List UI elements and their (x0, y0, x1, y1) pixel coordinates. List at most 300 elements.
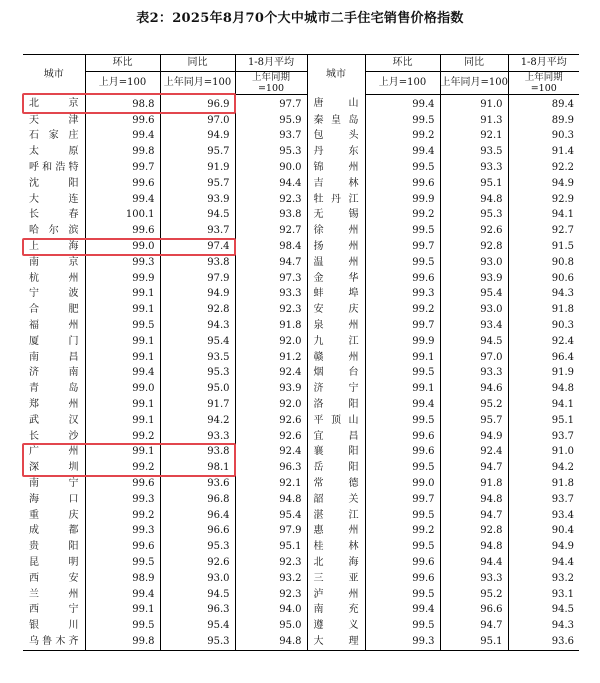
right-yoy-value: 92.8 (440, 523, 508, 539)
right-avg-value: 95.1 (508, 413, 579, 429)
left-yoy-value: 96.4 (160, 508, 235, 524)
left-city-name: 石家庄 (29, 130, 79, 142)
left-mom-value: 99.2 (85, 508, 160, 524)
left-city-name: 济 南 (29, 367, 79, 379)
table-row (23, 523, 579, 539)
right-city-name: 九 江 (307, 334, 365, 350)
left-mom-value: 99.8 (85, 144, 160, 160)
right-city-name: 湛 江 (307, 508, 365, 524)
left-city-name: 福 州 (29, 319, 79, 331)
right-city-name: 牡丹江 (307, 192, 365, 208)
right-yoy-value: 92.4 (440, 444, 508, 460)
left-yoy-value: 95.4 (160, 618, 235, 634)
left-yoy-value: 97.0 (160, 113, 235, 129)
left-yoy-value: 93.8 (160, 444, 235, 460)
left-mom-value: 100.1 (85, 207, 160, 223)
right-avg-value: 93.7 (508, 492, 579, 508)
right-avg-value: 92.9 (508, 192, 579, 208)
table-row (23, 302, 579, 318)
left-yoy-value: 95.7 (160, 176, 235, 192)
right-yoy-value: 92.6 (440, 223, 508, 239)
left-city-name: 成 都 (29, 525, 79, 537)
right-city-name: 常 德 (307, 476, 365, 492)
right-yoy-value: 94.8 (440, 539, 508, 555)
table-row (23, 128, 579, 144)
table-title: 表2：2025年8月70个大中城市二手住宅销售价格指数 (136, 11, 464, 26)
right-yoy-value: 95.3 (440, 207, 508, 223)
right-avg-value: 93.1 (508, 587, 579, 603)
left-avg-value: 91.2 (235, 350, 307, 366)
left-avg-value: 92.6 (235, 429, 307, 445)
left-mom-value: 99.5 (85, 318, 160, 334)
right-mom-value: 99.6 (365, 555, 440, 571)
right-city-name: 徐 州 (307, 223, 365, 239)
left-yoy-value: 98.1 (160, 460, 235, 476)
right-city-name: 宜 昌 (307, 429, 365, 445)
right-yoy-value: 94.8 (440, 192, 508, 208)
right-yoy-value: 95.2 (440, 587, 508, 603)
right-city-name: 秦皇岛 (307, 113, 365, 129)
left-city-name: 上 海 (29, 240, 79, 252)
right-mom-value: 99.2 (365, 128, 440, 144)
table-row (23, 429, 579, 445)
left-mom-value: 99.1 (85, 350, 160, 366)
left-mom-value: 99.6 (85, 176, 160, 192)
right-city-name: 泉 州 (307, 318, 365, 334)
col-sub-avg-line1: 上年同期 (251, 71, 290, 83)
col-header-avg: 1-8月平均 (235, 55, 307, 72)
left-city-name: 西 宁 (29, 604, 79, 616)
right-avg-value: 94.9 (508, 176, 579, 192)
right-mom-value: 99.5 (365, 160, 440, 176)
right-yoy-value: 93.3 (440, 571, 508, 587)
right-city-name: 平顶山 (307, 413, 365, 429)
right-avg-value: 94.9 (508, 539, 579, 555)
col-sub-mom: 上月=100 (85, 71, 160, 94)
table-row (23, 176, 579, 192)
left-mom-value: 99.5 (85, 555, 160, 571)
right-mom-value: 99.3 (365, 286, 440, 302)
left-yoy-value: 96.9 (160, 94, 235, 112)
table-row (23, 397, 579, 413)
right-city-name: 韶 关 (307, 492, 365, 508)
left-yoy-value: 97.4 (160, 239, 235, 255)
price-index-table (23, 54, 579, 651)
left-yoy-value: 93.7 (160, 223, 235, 239)
left-yoy-value: 93.9 (160, 192, 235, 208)
left-yoy-value: 94.2 (160, 413, 235, 429)
table-row (23, 271, 579, 287)
right-city-name: 南 充 (307, 602, 365, 618)
left-avg-value: 90.0 (235, 160, 307, 176)
right-city-name: 包 头 (307, 128, 365, 144)
table-row (23, 492, 579, 508)
right-city-name: 烟 台 (307, 365, 365, 381)
right-city-name: 大 理 (307, 634, 365, 650)
right-avg-value: 92.2 (508, 160, 579, 176)
right-yoy-value: 97.0 (440, 350, 508, 366)
right-mom-value: 99.4 (365, 144, 440, 160)
left-city-name: 贵 阳 (29, 541, 79, 553)
right-yoy-value: 95.2 (440, 397, 508, 413)
left-mom-value: 99.2 (85, 460, 160, 476)
right-yoy-value: 91.3 (440, 113, 508, 129)
left-mom-value: 99.3 (85, 492, 160, 508)
right-yoy-value: 91.0 (440, 94, 508, 112)
left-avg-value: 97.9 (235, 523, 307, 539)
table-row (23, 618, 579, 634)
left-city-name: 合 肥 (29, 304, 79, 316)
right-avg-value: 90.3 (508, 318, 579, 334)
right-avg-value: 94.8 (508, 381, 579, 397)
left-mom-value: 98.9 (85, 571, 160, 587)
left-city-name: 青 岛 (29, 383, 79, 395)
col-header-mom-right: 环比 (365, 55, 440, 72)
left-mom-value: 99.1 (85, 413, 160, 429)
right-mom-value: 99.6 (365, 444, 440, 460)
left-avg-value: 92.3 (235, 555, 307, 571)
left-mom-value: 98.8 (85, 94, 160, 112)
right-city-name: 岳 阳 (307, 460, 365, 476)
table-row (23, 602, 579, 618)
left-city-name: 沈 阳 (29, 177, 79, 189)
right-yoy-value: 95.4 (440, 286, 508, 302)
left-mom-value: 99.3 (85, 255, 160, 271)
left-city-name: 北 京 (29, 97, 79, 109)
left-avg-value: 94.4 (235, 176, 307, 192)
right-avg-value: 90.8 (508, 255, 579, 271)
left-city-name: 昆 明 (29, 556, 79, 568)
left-avg-value: 92.3 (235, 302, 307, 318)
right-mom-value: 99.3 (365, 634, 440, 650)
left-yoy-value: 94.9 (160, 128, 235, 144)
left-yoy-value: 96.6 (160, 523, 235, 539)
left-city-name: 乌鲁木齐 (23, 634, 85, 650)
table-row (23, 365, 579, 381)
right-mom-value: 99.7 (365, 318, 440, 334)
left-yoy-value: 93.3 (160, 429, 235, 445)
left-city-name: 重 庆 (29, 509, 79, 521)
right-city-name: 赣 州 (307, 350, 365, 366)
right-city-name: 扬 州 (307, 239, 365, 255)
right-city-name: 锦 州 (307, 160, 365, 176)
right-avg-value: 92.4 (508, 334, 579, 350)
right-mom-value: 99.7 (365, 492, 440, 508)
right-mom-value: 99.4 (365, 94, 440, 112)
right-avg-value: 93.6 (508, 634, 579, 650)
left-avg-value: 92.4 (235, 444, 307, 460)
right-yoy-value: 91.8 (440, 476, 508, 492)
right-mom-value: 99.6 (365, 176, 440, 192)
right-yoy-value: 95.7 (440, 413, 508, 429)
left-avg-value: 94.8 (235, 492, 307, 508)
right-mom-value: 99.9 (365, 192, 440, 208)
left-city-name: 哈尔滨 (29, 225, 79, 237)
left-yoy-value: 92.6 (160, 555, 235, 571)
table-row (23, 634, 579, 650)
right-mom-value: 99.5 (365, 587, 440, 603)
left-mom-value: 99.9 (85, 271, 160, 287)
right-city-name: 安 庆 (307, 302, 365, 318)
left-avg-value: 98.4 (235, 239, 307, 255)
left-avg-value: 93.3 (235, 286, 307, 302)
right-yoy-value: 94.9 (440, 429, 508, 445)
left-yoy-value: 92.8 (160, 302, 235, 318)
left-mom-value: 99.8 (85, 634, 160, 650)
right-avg-value: 92.7 (508, 223, 579, 239)
left-mom-value: 99.6 (85, 476, 160, 492)
col-sub-avg-right-line1: 上年同期 (524, 71, 563, 83)
left-yoy-value: 94.9 (160, 286, 235, 302)
left-mom-value: 99.3 (85, 523, 160, 539)
right-city-name: 洛 阳 (307, 397, 365, 413)
table-row (23, 286, 579, 302)
left-avg-value: 92.3 (235, 192, 307, 208)
left-avg-value: 92.6 (235, 413, 307, 429)
right-avg-value: 91.8 (508, 476, 579, 492)
table-row (23, 587, 579, 603)
right-yoy-value: 95.1 (440, 176, 508, 192)
left-city-name: 兰 州 (29, 588, 79, 600)
left-yoy-value: 94.5 (160, 207, 235, 223)
table-row (23, 223, 579, 239)
right-avg-value: 91.5 (508, 239, 579, 255)
left-city-name: 呼和浩特 (29, 161, 79, 173)
col-header-city-right: 城市 (307, 55, 365, 95)
col-header-city: 城市 (23, 55, 85, 95)
right-mom-value: 99.5 (365, 413, 440, 429)
left-yoy-value: 95.3 (160, 539, 235, 555)
right-mom-value: 99.5 (365, 508, 440, 524)
left-yoy-value: 94.5 (160, 587, 235, 603)
left-city-name: 西 安 (29, 572, 79, 584)
left-yoy-value: 93.0 (160, 571, 235, 587)
left-avg-value: 95.0 (235, 618, 307, 634)
left-city-name: 太 原 (29, 146, 79, 158)
right-avg-value: 91.8 (508, 302, 579, 318)
right-avg-value: 90.3 (508, 128, 579, 144)
right-yoy-value: 94.6 (440, 381, 508, 397)
right-mom-value: 99.2 (365, 523, 440, 539)
col-sub-yoy: 上年同月=100 (160, 71, 235, 94)
left-city-name: 厦 门 (29, 335, 79, 347)
left-avg-value: 91.8 (235, 318, 307, 334)
table-row (23, 381, 579, 397)
right-city-name: 蚌 埠 (307, 286, 365, 302)
right-city-name: 金 华 (307, 271, 365, 287)
left-avg-value: 93.9 (235, 381, 307, 397)
right-mom-value: 99.5 (365, 618, 440, 634)
left-avg-value: 93.7 (235, 128, 307, 144)
right-yoy-value: 92.8 (440, 239, 508, 255)
col-sub-avg-right-line2: =100 (530, 82, 557, 94)
left-avg-value: 97.3 (235, 271, 307, 287)
right-avg-value: 96.4 (508, 350, 579, 366)
right-mom-value: 99.5 (365, 539, 440, 555)
left-mom-value: 99.2 (85, 429, 160, 445)
right-city-name: 襄 阳 (307, 444, 365, 460)
left-mom-value: 99.1 (85, 444, 160, 460)
right-mom-value: 99.5 (365, 255, 440, 271)
right-yoy-value: 94.4 (440, 555, 508, 571)
right-yoy-value: 94.7 (440, 508, 508, 524)
left-city-name: 南 京 (29, 256, 79, 268)
left-yoy-value: 93.5 (160, 350, 235, 366)
left-city-name: 大 连 (29, 193, 79, 205)
highlight-box (22, 93, 236, 113)
right-yoy-value: 93.9 (440, 271, 508, 287)
right-mom-value: 99.1 (365, 381, 440, 397)
left-city-name: 海 口 (29, 493, 79, 505)
left-avg-value: 92.7 (235, 223, 307, 239)
left-mom-value: 99.1 (85, 302, 160, 318)
right-avg-value: 89.4 (508, 94, 579, 112)
left-avg-value: 95.9 (235, 113, 307, 129)
left-mom-value: 99.1 (85, 602, 160, 618)
right-city-name: 无 锡 (307, 207, 365, 223)
left-city-name: 天 津 (29, 114, 79, 126)
right-city-name: 三 亚 (307, 571, 365, 587)
right-city-name: 遵 义 (307, 618, 365, 634)
right-avg-value: 94.3 (508, 286, 579, 302)
right-yoy-value: 93.0 (440, 302, 508, 318)
left-yoy-value: 93.6 (160, 476, 235, 492)
left-mom-value: 99.5 (85, 618, 160, 634)
left-avg-value: 92.0 (235, 397, 307, 413)
table-row (23, 555, 579, 571)
col-sub-avg (235, 71, 307, 94)
right-avg-value: 89.9 (508, 113, 579, 129)
right-yoy-value: 96.6 (440, 602, 508, 618)
right-avg-value: 94.4 (508, 555, 579, 571)
right-mom-value: 99.6 (365, 571, 440, 587)
right-mom-value: 99.7 (365, 239, 440, 255)
left-city-name: 长 沙 (29, 430, 79, 442)
table-row (23, 334, 579, 350)
table-row (23, 571, 579, 587)
left-yoy-value: 97.9 (160, 271, 235, 287)
left-yoy-value: 91.9 (160, 160, 235, 176)
left-city-name: 郑 州 (29, 398, 79, 410)
left-avg-value: 95.4 (235, 508, 307, 524)
left-avg-value: 92.0 (235, 334, 307, 350)
right-mom-value: 99.6 (365, 271, 440, 287)
right-avg-value: 94.3 (508, 618, 579, 634)
right-yoy-value: 94.5 (440, 334, 508, 350)
right-yoy-value: 93.3 (440, 160, 508, 176)
col-header-avg-right: 1-8月平均 (508, 55, 579, 72)
right-city-name: 泸 州 (307, 587, 365, 603)
col-sub-mom-right: 上月=100 (365, 71, 440, 94)
left-mom-value: 99.4 (85, 365, 160, 381)
col-sub-avg-right (508, 71, 579, 94)
left-mom-value: 99.0 (85, 239, 160, 255)
right-city-name: 惠 州 (307, 523, 365, 539)
right-city-name: 桂 林 (307, 539, 365, 555)
table-row (23, 160, 579, 176)
col-header-yoy: 同比 (160, 55, 235, 72)
right-city-name: 丹 东 (307, 144, 365, 160)
left-avg-value: 96.3 (235, 460, 307, 476)
left-yoy-value: 95.3 (160, 634, 235, 650)
left-avg-value: 92.3 (235, 587, 307, 603)
right-mom-value: 99.0 (365, 476, 440, 492)
table-row (23, 476, 579, 492)
left-avg-value: 97.7 (235, 94, 307, 112)
table-row (23, 113, 579, 129)
highlight-box (22, 443, 236, 477)
left-mom-value: 99.7 (85, 160, 160, 176)
left-yoy-value: 93.8 (160, 255, 235, 271)
left-yoy-value: 95.7 (160, 144, 235, 160)
table-row (23, 207, 579, 223)
right-avg-value: 91.9 (508, 365, 579, 381)
right-yoy-value: 92.1 (440, 128, 508, 144)
right-mom-value: 99.2 (365, 302, 440, 318)
left-city-name: 南 昌 (29, 351, 79, 363)
left-avg-value: 95.3 (235, 144, 307, 160)
left-yoy-value: 91.7 (160, 397, 235, 413)
left-mom-value: 99.4 (85, 128, 160, 144)
right-yoy-value: 93.0 (440, 255, 508, 271)
left-mom-value: 99.4 (85, 192, 160, 208)
right-mom-value: 99.5 (365, 460, 440, 476)
left-mom-value: 99.6 (85, 539, 160, 555)
left-city-name: 武 汉 (29, 414, 79, 426)
left-yoy-value: 95.3 (160, 365, 235, 381)
col-header-mom: 环比 (85, 55, 160, 72)
left-mom-value: 99.6 (85, 113, 160, 129)
right-avg-value: 93.4 (508, 508, 579, 524)
table-row (23, 413, 579, 429)
right-yoy-value: 93.4 (440, 318, 508, 334)
col-sub-yoy-right: 上年同月=100 (440, 71, 508, 94)
right-city-name: 济 宁 (307, 381, 365, 397)
right-avg-value: 94.5 (508, 602, 579, 618)
right-avg-value: 94.2 (508, 460, 579, 476)
table-row (23, 192, 579, 208)
left-avg-value: 92.1 (235, 476, 307, 492)
left-mom-value: 99.4 (85, 587, 160, 603)
table-row (23, 144, 579, 160)
right-yoy-value: 93.5 (440, 144, 508, 160)
table-row (23, 539, 579, 555)
left-mom-value: 99.0 (85, 381, 160, 397)
left-yoy-value: 96.8 (160, 492, 235, 508)
right-mom-value: 99.5 (365, 113, 440, 129)
right-city-name: 唐 山 (307, 94, 365, 112)
left-avg-value: 92.4 (235, 365, 307, 381)
table-body (23, 94, 579, 650)
left-yoy-value: 95.4 (160, 334, 235, 350)
right-mom-value: 99.9 (365, 334, 440, 350)
right-city-name: 北 海 (307, 555, 365, 571)
right-city-name: 温 州 (307, 255, 365, 271)
left-avg-value: 94.8 (235, 634, 307, 650)
right-avg-value: 94.1 (508, 397, 579, 413)
left-city-name: 宁 波 (29, 288, 79, 300)
right-avg-value: 93.2 (508, 571, 579, 587)
right-mom-value: 99.5 (365, 365, 440, 381)
left-mom-value: 99.1 (85, 334, 160, 350)
right-yoy-value: 93.3 (440, 365, 508, 381)
left-city-name: 南 宁 (29, 477, 79, 489)
left-city-name: 长 春 (29, 209, 79, 221)
left-avg-value: 94.0 (235, 602, 307, 618)
left-avg-value: 93.8 (235, 207, 307, 223)
left-yoy-value: 94.3 (160, 318, 235, 334)
right-mom-value: 99.4 (365, 397, 440, 413)
